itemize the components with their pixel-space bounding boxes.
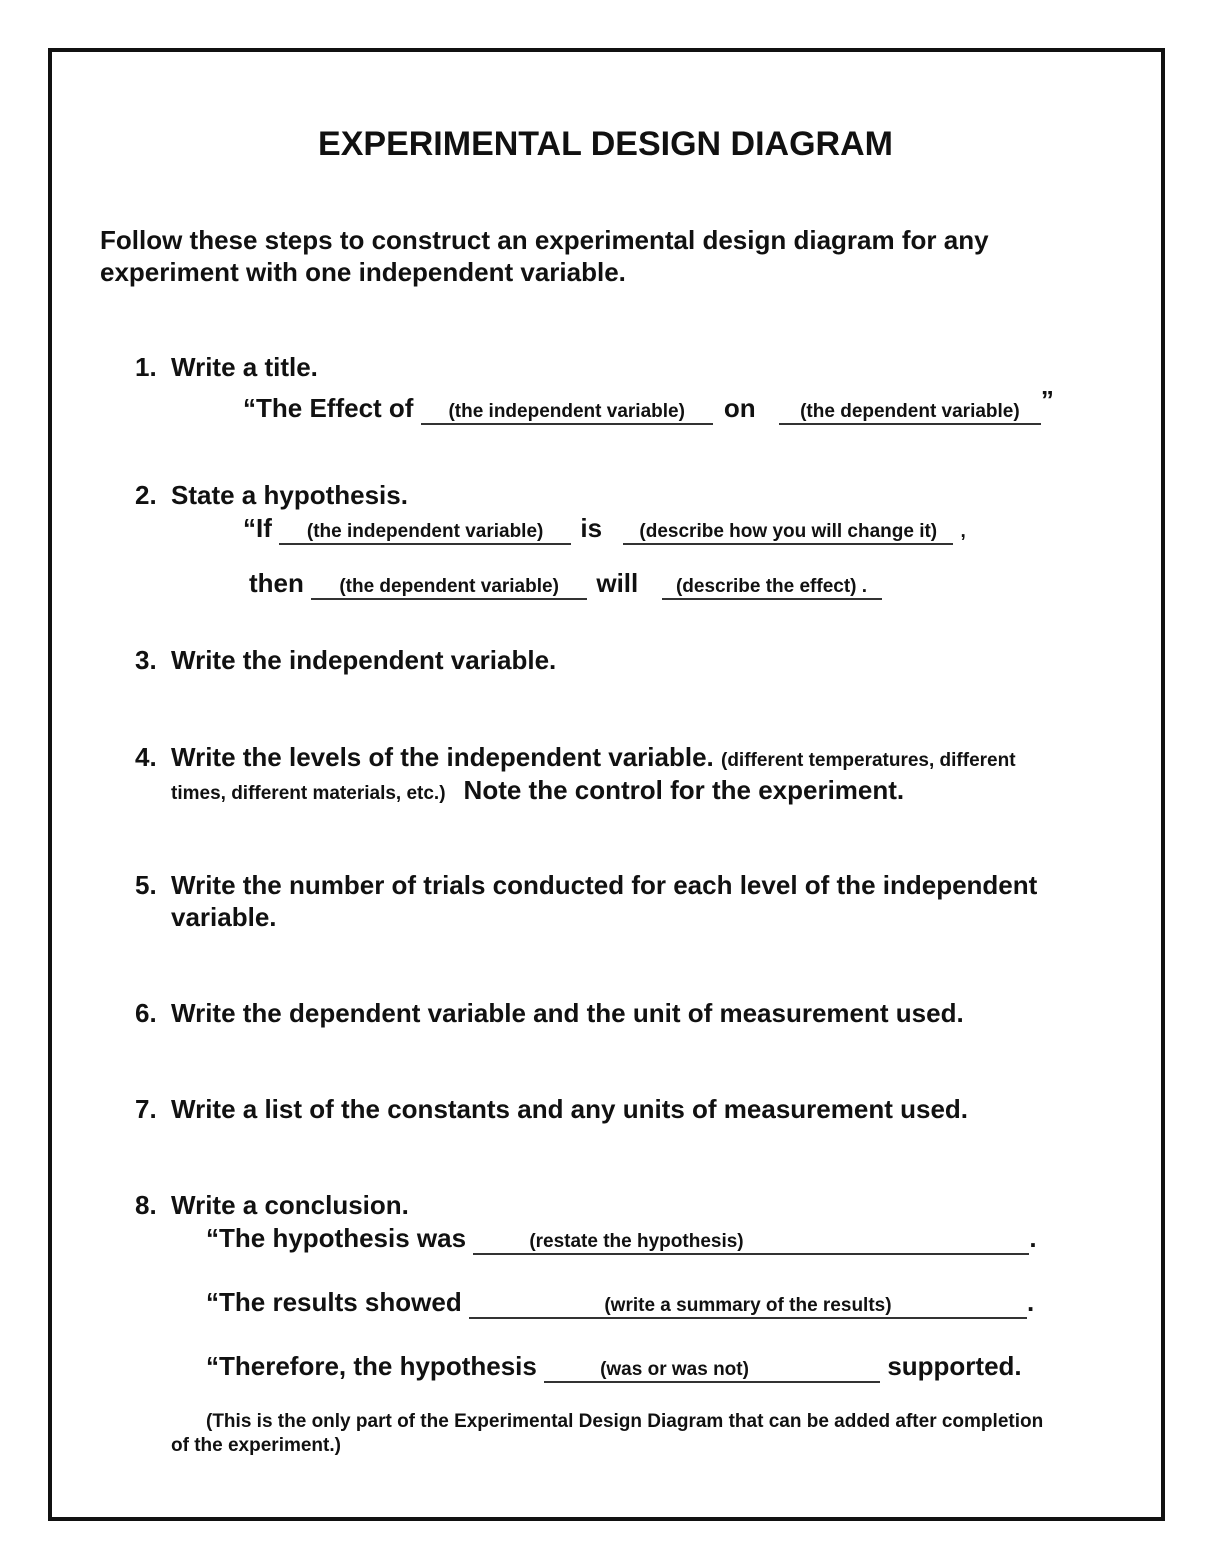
step-4	[135, 741, 1016, 777]
step-text: Write a conclusion.	[171, 1190, 409, 1220]
step-text: State a hypothesis.	[171, 480, 408, 510]
page-title: EXPERIMENTAL DESIGN DIAGRAM	[318, 125, 893, 163]
step-number: 7.	[135, 1094, 157, 1124]
step-number: 6.	[135, 998, 157, 1028]
step-aside: times, different materials, etc.)	[171, 783, 446, 804]
title-template	[243, 384, 1054, 425]
step-number: 8.	[135, 1190, 157, 1220]
step-text: Write a list of the constants and any units of measurement used.	[171, 1094, 969, 1124]
template-text: is	[580, 513, 603, 543]
template-text: “If	[243, 513, 272, 543]
template-text: .	[1026, 1287, 1035, 1317]
step-text: Write a title.	[171, 352, 318, 382]
template-text: “The hypothesis was	[206, 1223, 467, 1253]
template-text: then	[249, 568, 304, 598]
template-text: .	[1029, 1223, 1037, 1253]
restate-hypothesis-blank[interactable]	[473, 1231, 1029, 1255]
step-5-cont: variable.	[171, 902, 277, 932]
template-text: will	[596, 568, 639, 598]
dependent-variable-blank[interactable]: (the dependent variable)	[779, 401, 1041, 425]
template-text: “The results showed	[206, 1287, 462, 1317]
independent-variable-blank[interactable]: (the independent variable)	[279, 521, 571, 545]
step-number: 4.	[135, 742, 157, 772]
step-number: 2.	[135, 480, 157, 510]
dependent-variable-blank[interactable]: (the dependent variable)	[311, 576, 587, 600]
was-or-was-not-blank[interactable]	[544, 1359, 880, 1383]
conclusion-line-1	[206, 1222, 1037, 1255]
step-4-cont	[171, 774, 904, 810]
step-2	[135, 479, 408, 511]
intro-line-1: Follow these steps to construct an experimental design diagram for any	[100, 225, 989, 255]
footnote-line-1: (This is the only part of the Experimental Design Diagram that can be added after completion	[206, 1411, 1044, 1432]
intro-line-2: experiment with one independent variable.	[100, 257, 626, 287]
step-number: 3.	[135, 645, 157, 675]
change-description-blank[interactable]: (describe how you will change it)	[623, 521, 953, 545]
step-number: 5.	[135, 870, 157, 900]
step-1	[135, 351, 318, 383]
effect-description-blank[interactable]: (describe the effect) .	[662, 576, 882, 600]
template-text: ”	[1040, 385, 1054, 415]
template-text: ,	[960, 521, 966, 542]
template-text: “Therefore, the hypothesis	[206, 1351, 537, 1381]
step-aside: (different temperatures, different	[721, 750, 1016, 771]
step-note: Note the control for the experiment.	[463, 775, 905, 805]
step-8	[135, 1189, 409, 1221]
independent-variable-blank[interactable]: (the independent variable)	[421, 401, 713, 425]
step-number: 1.	[135, 352, 157, 382]
conclusion-line-3	[206, 1350, 1022, 1383]
template-text: “The Effect of	[243, 393, 414, 423]
template-text: supported.	[887, 1351, 1022, 1381]
step-text: Write the dependent variable and the unit of measurement used.	[171, 998, 964, 1028]
footnote-line-2: of the experiment.)	[171, 1435, 341, 1456]
blank-hint: (restate the hypothesis)	[529, 1231, 744, 1252]
step-6	[135, 997, 964, 1029]
step-7	[135, 1093, 968, 1125]
step-text: Write the independent variable.	[171, 645, 557, 675]
step-3	[135, 644, 556, 676]
step-text: Write the number of trials conducted for each level of the independent	[171, 870, 1038, 900]
conclusion-line-2	[206, 1286, 1034, 1319]
hypothesis-if-line	[243, 512, 966, 548]
blank-hint: (was or was not)	[600, 1359, 749, 1380]
step-5	[135, 869, 1037, 901]
hypothesis-then-line	[249, 567, 882, 600]
template-text: on	[723, 393, 756, 423]
step-text: Write the levels of the independent variable.	[171, 742, 714, 772]
results-summary-blank[interactable]: (write a summary of the results)	[469, 1295, 1027, 1319]
